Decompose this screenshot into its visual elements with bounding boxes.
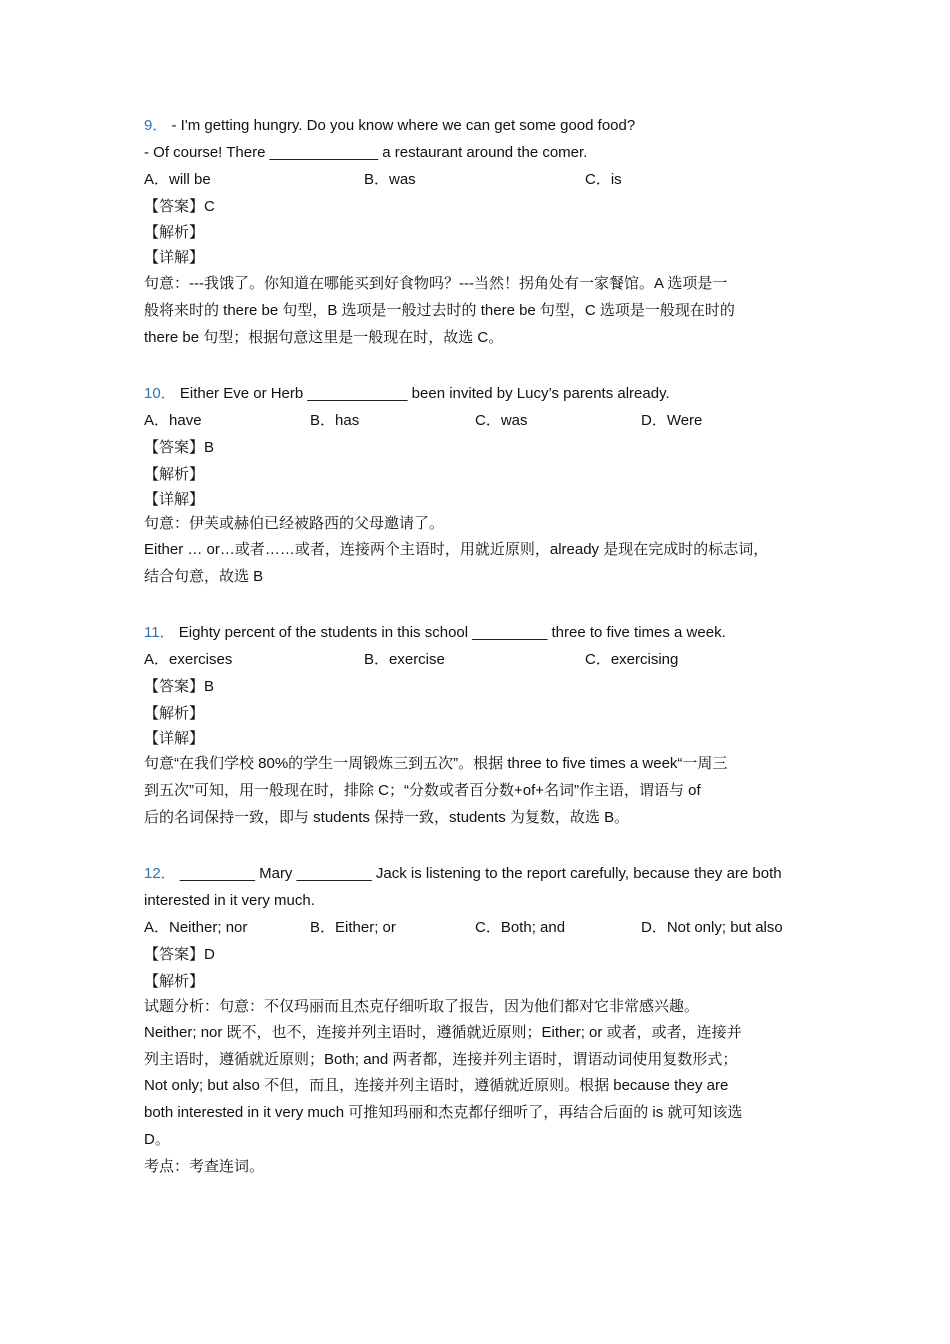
q9-explanation-line-2: 般将来时的 there be 句型，B 选项是一般过去时的 there be 句型，C 选项是一般现在时的 <box>144 302 735 319</box>
q12-explanation-line-3: 列主语时，遵循就近原则；Both; and 两者都，连接并列主语时，谓语动词使用复数形式； <box>144 1051 738 1068</box>
q11-option-a: A．exercises <box>144 651 233 668</box>
q12-option-b: B．Either; or <box>310 919 396 936</box>
q12-answer: 【答案】D <box>144 946 215 963</box>
q11-analysis-label: 【解析】 <box>144 705 205 722</box>
q11-stem-line-1: 11． Eighty percent of the students in this school _________ three to five times a week. <box>144 624 726 641</box>
q10-explanation-line-1: 句意：伊芙或赫伯已经被路西的父母邀请了。 <box>144 515 445 532</box>
q12-explanation-line-1: 试题分析：句意：不仅玛丽而且杰克仔细听取了报告，因为他们都对它非常感兴趣。 <box>144 998 700 1015</box>
q9-detail-label: 【详解】 <box>144 249 205 266</box>
q11-number: 11． <box>144 624 175 641</box>
q12-explanation-line-2: Neither; nor 既不，也不，连接并列主语时，遵循就近原则；Either; or 或者，或者，连接并 <box>144 1024 742 1041</box>
q9-explanation-line-3: there be 句型；根据句意这里是一般现在时，故选 C。 <box>144 329 504 346</box>
q10-analysis-label: 【解析】 <box>144 466 205 483</box>
q10-stem-line-1: 10． Either Eve or Herb ____________ been invited by Lucy’s parents already. <box>144 385 670 402</box>
q12-explanation-line-5: both interested in it very much 可推知玛丽和杰克都仔细听了，再结合后面的 is 就可知该选 <box>144 1104 743 1121</box>
q11-answer: 【答案】B <box>144 678 215 695</box>
q10-explanation-line-3: 结合句意，故选 B <box>144 568 264 585</box>
q10-option-d: D．Were <box>641 412 703 429</box>
q12-explanation-line-4: Not only; but also 不但，而且，连接并列主语时，遵循就近原则。根据 because they are <box>144 1077 729 1094</box>
q11-option-b: B．exercise <box>364 651 445 668</box>
q12-explanation-line-6: D。 <box>144 1131 170 1148</box>
q9-number: 9． <box>144 117 168 134</box>
q11-detail-label: 【详解】 <box>144 730 205 747</box>
q12-option-a: A．Neither; nor <box>144 919 248 936</box>
q11-explanation-line-2: 到五次”可知，用一般现在时，排除 C；“分数或者百分数+of+名词”作主语，谓语与 of <box>144 782 701 799</box>
q10-option-b: B．has <box>310 412 360 429</box>
q12-option-d: D．Not only; but also <box>641 919 783 936</box>
q10-explanation-line-2: Either … or…或者……或者，连接两个主语时，用就近原则，already 是现在完成时的标志词， <box>144 541 769 558</box>
q9-stem-line-2: - Of course! There _____________ a restaurant around the comer. <box>144 144 588 161</box>
q9-stem-line-1: 9． - I'm getting hungry. Do you know where we can get some good food? <box>144 117 636 134</box>
q9-option-b: B．was <box>364 171 416 188</box>
q11-explanation-line-3: 后的名词保持一致，即与 students 保持一致，students 为复数，故选 B。 <box>144 809 630 826</box>
q10-number: 10． <box>144 385 176 402</box>
q9-answer: 【答案】C <box>144 198 215 215</box>
q10-option-a: A．have <box>144 412 202 429</box>
q10-answer: 【答案】B <box>144 439 215 456</box>
q12-option-c: C．Both; and <box>475 919 566 936</box>
q10-detail-label: 【详解】 <box>144 491 205 508</box>
q10-option-c: C．was <box>475 412 528 429</box>
q9-explanation-line-1: 句意：---我饿了。你知道在哪能买到好食物吗？---当然！拐角处有一家餐馆。A 选项是一 <box>144 275 728 292</box>
q12-number: 12． <box>144 865 176 882</box>
q12-stem-line-1: 12． _________ Mary _________ Jack is listening to the report carefully, because they are both <box>144 865 782 882</box>
q12-analysis-label: 【解析】 <box>144 973 205 990</box>
q9-option-a: A．will be <box>144 171 211 188</box>
q12-stem-line-2: interested in it very much. <box>144 892 315 909</box>
q11-option-c: C．exercising <box>585 651 679 668</box>
q9-analysis-label: 【解析】 <box>144 224 205 241</box>
q9-option-c: C．is <box>585 171 622 188</box>
q12-explanation-line-7: 考点：考查连词。 <box>144 1158 265 1175</box>
q11-explanation-line-1: 句意“在我们学校 80%的学生一周锻炼三到五次”。根据 three to five times a week“一周三 <box>144 755 728 772</box>
